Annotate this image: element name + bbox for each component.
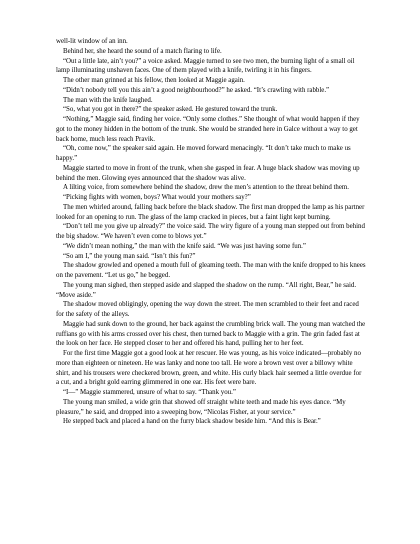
paragraph: The other man grinned at his fellow, then looked at Maggie again. [63, 77, 245, 84]
paragraph: “Picking fights with women, boys? What would your mothers say?” [63, 194, 251, 201]
paragraph: “Out a little late, ain’t you?” a voice asked. Maggie turned to see two men, the burning light of a small oil lamp illuminating unshaven faces. One of them played with a knife, twirling it in his fingers. [56, 57, 355, 75]
paragraph: Maggie had sunk down to the ground, her back against the crumbling brick wall. The young man watched the ruffians go with his arms crossed over his chest, then turned back to Maggie with a grin. The grin faded fast at the look on her face. He stepped closer to her and offered his hand, pulling her to her feet. [56, 320, 366, 348]
paragraph: The shadow moved obligingly, opening the way down the street. The men scrambled to their feet and raced for the safety of the alleys. [56, 301, 359, 318]
paragraph: The men whirled around, falling back before the black shadow. The first man dropped the lamp as his partner looked for an opening to run. The glass of the lamp cracked in pieces, but a faint light kept burning. [56, 203, 365, 221]
paragraph: “So am I,” the young man said. “Isn’t this fun?” [63, 252, 196, 260]
paragraph: The young man smiled, a wide grin that showed off straight white teeth and made his eyes dance. “My pleasure,” he said, and dropped into a sweeping bow, “Nicolas Fisher, at your service.” [56, 398, 346, 416]
paragraph: “Didn’t nobody tell you this ain’t a good neighbourhood?” he asked. “It’s crawling with rabble.” [63, 86, 330, 94]
paragraph: “Oh, come now,” the speaker said again. He moved forward menacingly. “It don’t take much to make us happy.” [56, 145, 351, 162]
paragraph: well-lit window of an inn. [56, 38, 128, 45]
paragraph: The man with the knife laughed. [63, 96, 153, 104]
paragraph: Maggie started to move in front of the trunk, when she gasped in fear. A huge black shadow was moving up behind the men. Glowing eyes announced that the shadow was alive. [56, 164, 360, 182]
paragraph: For the first time Maggie got a good look at her rescuer. He was young, as his voice indicated—probably no more than eighteen or nineteen. He was lanky and none too tall. He wore a brown vest over a billowy white shirt, and his trousers were checkered brown, green, and white. His curly black hair seemed a little overdue for a cut, and a bright gold earring glimmered in one ear. His feet were bare. [56, 350, 362, 387]
paragraph: Behind her, she heard the sound of a match flaring to life. [63, 47, 222, 55]
paragraph: He stepped back and placed a hand on the furry black shadow beside him. “And this is Bear.” [63, 418, 321, 426]
paragraph: “So, what you got in there?” the speaker asked. He gestured toward the trunk. [63, 106, 278, 114]
page-text [56, 37, 366, 427]
paragraph: The young man sighed, then stepped aside and slapped the shadow on the rump. “All right, Bear,” he said. “Move aside.” [56, 281, 357, 299]
paragraph: “We didn’t mean nothing,” the man with the knife said. “We was just having some fun.” [63, 242, 306, 250]
paragraph: The shadow growled and opened a mouth full of gleaming teeth. The man with the knife dropped to his knees on the pavement. “Let us go,” he begged. [56, 262, 366, 279]
paragraph: “I—” Maggie stammered, unsure of what to say. “Thank you.” [63, 389, 236, 396]
paragraph: “Don’t tell me you give up already?” the voice said. The wiry figure of a young man stepped out from behind the big shadow. “We haven’t even come to blows yet.” [56, 223, 365, 240]
paragraph: “Nothing,” Maggie said, finding her voice. “Only some clothes.” She thought of what would happen if they got to the money hidden in the bottom of the trunk. She would be stranded here in Galce without a way to get back home, much less reach Pravik. [56, 116, 360, 143]
paragraph: A lilting voice, from somewhere behind the shadow, drew the men’s attention to the threat behind them. [63, 184, 350, 192]
